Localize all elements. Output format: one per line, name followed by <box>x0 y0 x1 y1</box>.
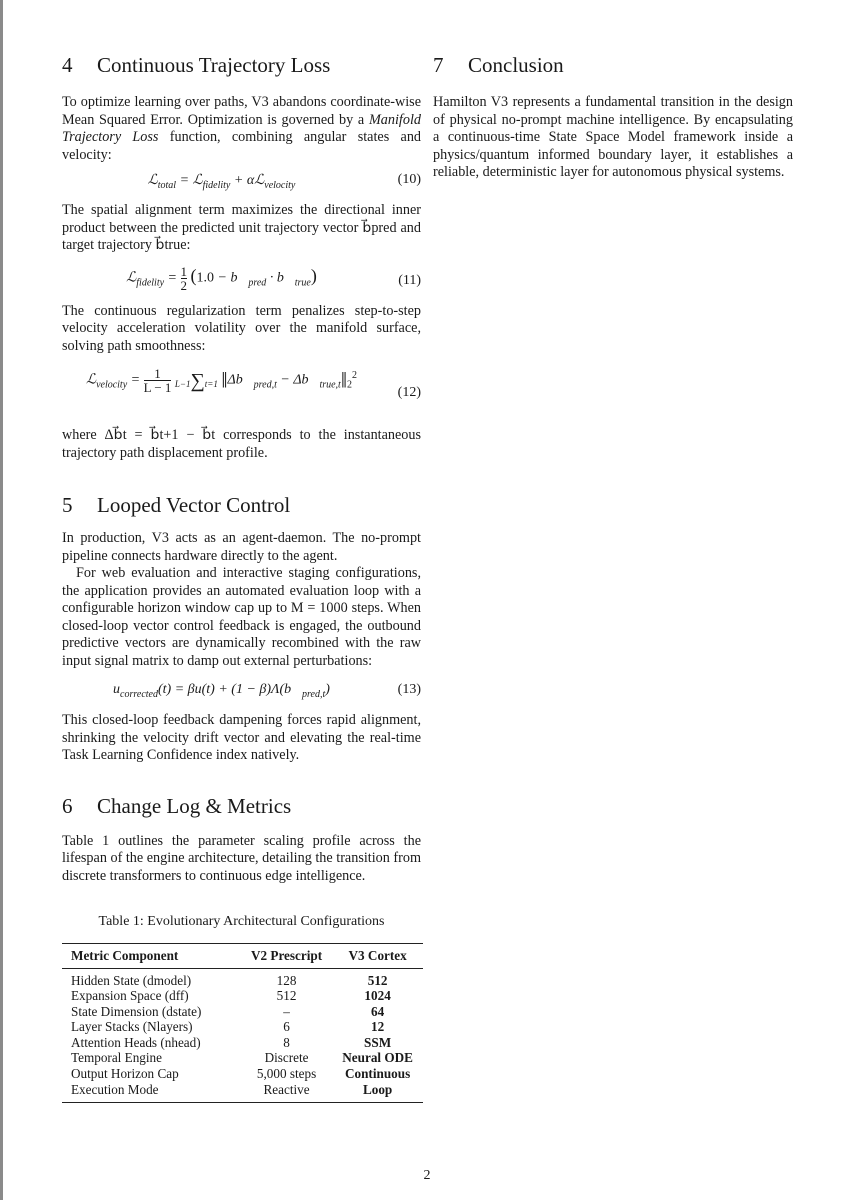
table-header-cell: V2 Prescript <box>241 943 332 968</box>
table-cell: Expansion Space (dff) <box>71 988 189 1004</box>
section-6-paragraph-1: Table 1 outlines the parameter scaling profile across the lifespan of the engine architecture, detailing the transition from discrete transformers to continuous edge intelligence. <box>62 832 421 884</box>
section-7-heading <box>433 50 793 80</box>
right-column <box>433 50 793 182</box>
table-row <box>62 1082 423 1103</box>
table-cell: Layer Stacks (Nlayers) <box>71 1019 193 1035</box>
equation-number: (13) <box>397 682 421 697</box>
table-cell: Temporal Engine <box>71 1050 162 1066</box>
table-cell: 8 <box>283 1034 290 1050</box>
left-column <box>62 50 421 1103</box>
section-6-heading <box>62 791 421 821</box>
section-number: 7 <box>433 53 444 77</box>
table-cell: Execution Mode <box>71 1081 159 1097</box>
table-body <box>62 968 423 1103</box>
equation-13: $u_{corrected}(t) = \beta u(t) + (1$ − $\beta)\Lambda(b⃗_{pred,t})$ (13) <box>113 682 421 700</box>
table-cell: Reactive <box>263 1081 310 1097</box>
section-number: 4 <box>62 53 73 77</box>
table-cell: 12 <box>371 1019 385 1035</box>
section-4-paragraph-1: To optimize learning over paths, V3 abandons coordinate-wise Mean Squared Error. Optimization is governed by a Manifold Trajectory Loss function, combining angular states and velocity: <box>62 94 422 163</box>
equation-11: ℒ$_{fidelity}$ = $\frac{1}{2}$ ($1.0 - b⃗_{pred}$ · $b⃗_{true}$) (11) <box>126 263 421 293</box>
table-cell: Attention Heads (nhead) <box>71 1034 201 1050</box>
table-cell: 64 <box>371 1003 385 1019</box>
table-header-cell: Metric Component <box>62 943 241 968</box>
table-cell: Discrete <box>264 1050 309 1066</box>
table-row <box>62 1066 423 1082</box>
section-number: 5 <box>62 493 73 517</box>
equation-number: (10) <box>397 172 421 187</box>
table-row <box>62 988 423 1004</box>
table-cell: 5,000 steps <box>256 1066 317 1082</box>
table-cell: 128 <box>276 972 297 988</box>
section-5-paragraph-2: For web evaluation and interactive staging configurations, the application provides an automated evaluation loop with a configurable horizon window cap up to M = 1000 steps. When closed-loop vector control feedback is engaged, the outbound predictive vectors are dynamically recombined with the raw input signal matrix to damp out external perturbations: <box>62 565 421 669</box>
table-cell: Hidden State (dmodel) <box>71 972 192 988</box>
section-title: Conclusion <box>468 53 564 77</box>
table-cell: Continuous <box>344 1066 411 1082</box>
table-cell: 512 <box>276 988 297 1004</box>
table-header-cell: V3 Cortex <box>332 943 423 968</box>
section-4-paragraph-2: The spatial alignment term maximizes the directional inner product between the predicted unit trajectory vector b⃗pred and target trajectory b⃗true: <box>62 202 421 253</box>
table-row <box>62 1004 423 1020</box>
table-cell: Output Horizon Cap <box>71 1066 179 1082</box>
section-4-heading <box>62 50 421 80</box>
table-cell: 512 <box>367 972 388 988</box>
section-5-paragraph-1: In production, V3 acts as an agent-daemon. The no-prompt pipeline connects hardware directly to the agent. <box>62 530 421 564</box>
page-number: 2 <box>423 1168 431 1183</box>
table-row <box>62 968 423 988</box>
table-cell: – <box>283 1003 290 1019</box>
table-header-row <box>62 943 423 968</box>
equation-number: (12) <box>397 385 421 400</box>
table-caption: Table 1: Evolutionary Architectural Configurations <box>98 914 385 929</box>
table-cell: 6 <box>283 1019 290 1035</box>
equation-10: ℒ$_{total}$ = ℒ$_{fidelity}$ + αℒ$_{velocity}$ (10) <box>147 172 421 191</box>
table-cell: Loop <box>362 1081 393 1097</box>
table-cell: State Dimension (dstate) <box>71 1003 202 1019</box>
section-title: Change Log & Metrics <box>97 793 292 818</box>
section-number: 6 <box>62 793 73 818</box>
page-edge <box>0 0 3 1200</box>
section-5-paragraph-3: This closed-loop feedback dampening forces rapid alignment, shrinking the velocity drift vector and elevating the real-time Task Learning Confidence index natively. <box>62 712 421 763</box>
section-7-paragraph-1: Hamilton V3 represents a fundamental transition in the design of physical no-prompt machine intelligence. By encapsulating a continuous-time State Space Model framework inside a physics/quantum informed boundary layer, it establishes a reliable, deterministic layer for autonomous physical systems. <box>433 94 793 180</box>
equation-12: ℒ$_{velocity}$ = $\frac{1}{L - 1}$ L−1∑t=1 $‖\Delta b⃗_{pred,t}$ − $\Delta b⃗_{true,t}‖_2^2$ (12) <box>85 366 421 400</box>
section-title: Continuous Trajectory Loss <box>97 53 331 77</box>
table-row <box>62 1035 423 1051</box>
table-cell: 1024 <box>364 988 391 1004</box>
section-title: Looped Vector Control <box>97 493 291 517</box>
section-4-paragraph-3: The continuous regularization term penalizes step-to-step velocity acceleration volatility over the manifold surface, solving path smoothness: <box>62 302 421 354</box>
section-5-heading <box>62 490 421 520</box>
table-row <box>62 1019 423 1035</box>
metrics-table <box>62 943 423 1104</box>
table-cell: Neural ODE <box>342 1050 413 1066</box>
table-row <box>62 1050 423 1066</box>
table-cell: SSM <box>364 1034 392 1050</box>
equation-number: (11) <box>398 272 421 288</box>
section-4-paragraph-4: where Δb⃗t = b⃗t+1 − b⃗t corresponds to the instantaneous trajectory path displacement profile. <box>62 427 421 461</box>
